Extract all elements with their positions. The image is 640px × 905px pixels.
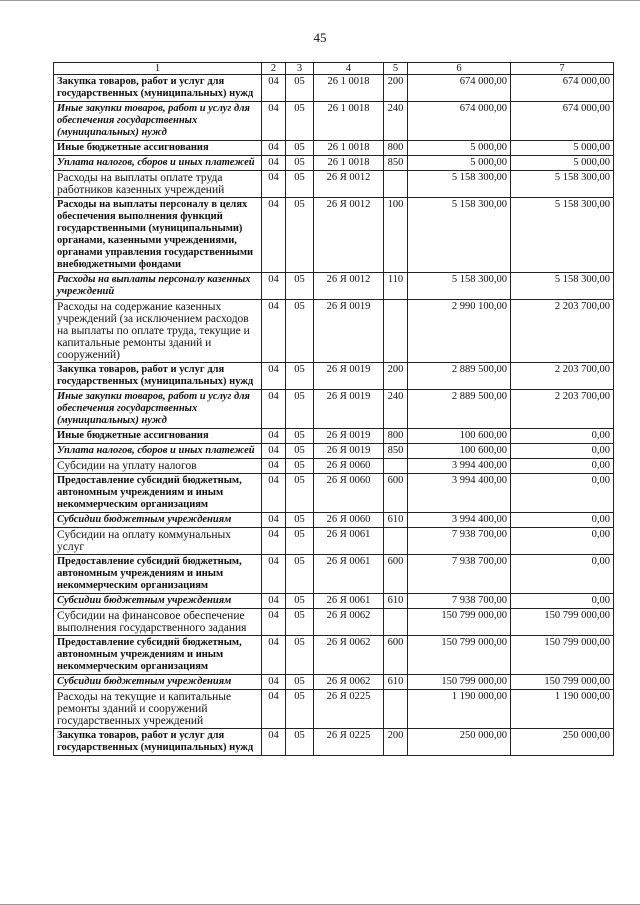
target-article-cell: 26 Я 0012 bbox=[314, 273, 384, 300]
expense-type-cell: 850 bbox=[384, 444, 408, 459]
amount-year2-cell: 2 203 700,00 bbox=[511, 300, 614, 363]
amount-year2-cell: 1 190 000,00 bbox=[511, 690, 614, 729]
expense-type-cell: 240 bbox=[384, 102, 408, 141]
header-cell: 2 bbox=[262, 63, 286, 75]
page-number: 45 bbox=[313, 30, 327, 45]
section-code-cell: 04 bbox=[262, 102, 286, 141]
expense-type-cell: 610 bbox=[384, 594, 408, 609]
amount-year1-cell: 5 000,00 bbox=[408, 156, 511, 171]
section-code-cell: 04 bbox=[262, 300, 286, 363]
amount-year1-cell: 5 000,00 bbox=[408, 141, 511, 156]
amount-year1-cell: 5 158 300,00 bbox=[408, 171, 511, 198]
subsection-code-cell: 05 bbox=[286, 444, 314, 459]
section-code-cell: 04 bbox=[262, 729, 286, 756]
amount-year1-cell: 7 938 700,00 bbox=[408, 555, 511, 594]
expense-name-cell: Иные закупки товаров, работ и услуг для обеспечения государственных (муниципальных) нужд bbox=[54, 390, 262, 429]
table-row bbox=[54, 171, 614, 198]
amount-year1-cell: 250 000,00 bbox=[408, 729, 511, 756]
expense-name-cell: Расходы на выплаты персоналу в целях обеспечения выполнения функций государственными (муниципальными) органами, казенными учреждениями, органами управления государственными внебюджетными фондами bbox=[54, 198, 262, 273]
header-cell: 5 bbox=[384, 63, 408, 75]
expense-name-cell: Расходы на выплаты оплате труда работников казенных учреждений bbox=[54, 171, 262, 198]
expense-type-cell bbox=[384, 459, 408, 474]
expense-name-cell: Субсидии на оплату коммунальных услуг bbox=[54, 528, 262, 555]
amount-year2-cell: 5 000,00 bbox=[511, 156, 614, 171]
target-article-cell: 26 Я 0019 bbox=[314, 444, 384, 459]
expense-type-cell: 850 bbox=[384, 156, 408, 171]
subsection-code-cell: 05 bbox=[286, 609, 314, 636]
header-cell: 4 bbox=[314, 63, 384, 75]
section-code-cell: 04 bbox=[262, 141, 286, 156]
subsection-code-cell: 05 bbox=[286, 273, 314, 300]
amount-year1-cell: 5 158 300,00 bbox=[408, 198, 511, 273]
expense-name-cell: Иные бюджетные ассигнования bbox=[54, 141, 262, 156]
expense-name-cell: Субсидии бюджетным учреждениям bbox=[54, 675, 262, 690]
table-row bbox=[54, 429, 614, 444]
expense-type-cell bbox=[384, 171, 408, 198]
amount-year1-cell: 2 889 500,00 bbox=[408, 390, 511, 429]
target-article-cell: 26 Я 0061 bbox=[314, 555, 384, 594]
table-row bbox=[54, 555, 614, 594]
expense-name-cell: Иные бюджетные ассигнования bbox=[54, 429, 262, 444]
target-article-cell: 26 1 0018 bbox=[314, 156, 384, 171]
expense-name-cell: Уплата налогов, сборов и иных платежей bbox=[54, 444, 262, 459]
amount-year2-cell: 150 799 000,00 bbox=[511, 675, 614, 690]
subsection-code-cell: 05 bbox=[286, 636, 314, 675]
amount-year2-cell: 5 158 300,00 bbox=[511, 273, 614, 300]
target-article-cell: 26 1 0018 bbox=[314, 75, 384, 102]
section-code-cell: 04 bbox=[262, 528, 286, 555]
target-article-cell: 26 Я 0062 bbox=[314, 636, 384, 675]
table-row bbox=[54, 609, 614, 636]
header-cell: 7 bbox=[511, 63, 614, 75]
section-code-cell: 04 bbox=[262, 675, 286, 690]
amount-year1-cell: 150 799 000,00 bbox=[408, 609, 511, 636]
section-code-cell: 04 bbox=[262, 156, 286, 171]
table-row bbox=[54, 729, 614, 756]
subsection-code-cell: 05 bbox=[286, 555, 314, 594]
amount-year2-cell: 0,00 bbox=[511, 459, 614, 474]
expense-type-cell: 600 bbox=[384, 474, 408, 513]
section-code-cell: 04 bbox=[262, 594, 286, 609]
expense-type-cell bbox=[384, 300, 408, 363]
expense-name-cell: Закупка товаров, работ и услуг для государственных (муниципальных) нужд bbox=[54, 729, 262, 756]
subsection-code-cell: 05 bbox=[286, 474, 314, 513]
amount-year1-cell: 674 000,00 bbox=[408, 75, 511, 102]
subsection-code-cell: 05 bbox=[286, 675, 314, 690]
target-article-cell: 26 Я 0019 bbox=[314, 363, 384, 390]
header-cell: 1 bbox=[54, 63, 262, 75]
table-row bbox=[54, 690, 614, 729]
subsection-code-cell: 05 bbox=[286, 594, 314, 609]
amount-year1-cell: 3 994 400,00 bbox=[408, 513, 511, 528]
target-article-cell: 26 1 0018 bbox=[314, 141, 384, 156]
table-row bbox=[54, 198, 614, 273]
target-article-cell: 26 Я 0012 bbox=[314, 198, 384, 273]
section-code-cell: 04 bbox=[262, 171, 286, 198]
amount-year2-cell: 674 000,00 bbox=[511, 75, 614, 102]
amount-year1-cell: 150 799 000,00 bbox=[408, 636, 511, 675]
target-article-cell: 26 Я 0061 bbox=[314, 594, 384, 609]
amount-year2-cell: 150 799 000,00 bbox=[511, 636, 614, 675]
expense-type-cell bbox=[384, 609, 408, 636]
expense-type-cell: 600 bbox=[384, 636, 408, 675]
target-article-cell: 26 Я 0060 bbox=[314, 513, 384, 528]
target-article-cell: 26 Я 0225 bbox=[314, 729, 384, 756]
amount-year2-cell: 5 158 300,00 bbox=[511, 171, 614, 198]
section-code-cell: 04 bbox=[262, 513, 286, 528]
amount-year2-cell: 2 203 700,00 bbox=[511, 390, 614, 429]
amount-year2-cell: 0,00 bbox=[511, 528, 614, 555]
table-row bbox=[54, 75, 614, 102]
expense-type-cell bbox=[384, 528, 408, 555]
amount-year1-cell: 3 994 400,00 bbox=[408, 459, 511, 474]
table-body bbox=[54, 63, 614, 756]
subsection-code-cell: 05 bbox=[286, 690, 314, 729]
amount-year2-cell: 250 000,00 bbox=[511, 729, 614, 756]
amount-year1-cell: 3 994 400,00 bbox=[408, 474, 511, 513]
scan-edge-line bbox=[0, 0, 640, 1]
expense-name-cell: Предоставление субсидий бюджетным, автономным учреждениям и иным некоммерческим организациям bbox=[54, 636, 262, 675]
section-code-cell: 04 bbox=[262, 198, 286, 273]
expense-name-cell: Закупка товаров, работ и услуг для государственных (муниципальных) нужд bbox=[54, 363, 262, 390]
amount-year1-cell: 674 000,00 bbox=[408, 102, 511, 141]
table-row bbox=[54, 390, 614, 429]
target-article-cell: 26 Я 0062 bbox=[314, 609, 384, 636]
table-row bbox=[54, 513, 614, 528]
table-row bbox=[54, 474, 614, 513]
section-code-cell: 04 bbox=[262, 690, 286, 729]
amount-year1-cell: 1 190 000,00 bbox=[408, 690, 511, 729]
expense-name-cell: Уплата налогов, сборов и иных платежей bbox=[54, 156, 262, 171]
amount-year1-cell: 5 158 300,00 bbox=[408, 273, 511, 300]
expense-type-cell: 800 bbox=[384, 141, 408, 156]
target-article-cell: 26 Я 0062 bbox=[314, 675, 384, 690]
amount-year1-cell: 7 938 700,00 bbox=[408, 528, 511, 555]
subsection-code-cell: 05 bbox=[286, 363, 314, 390]
amount-year2-cell: 0,00 bbox=[511, 444, 614, 459]
table-row bbox=[54, 300, 614, 363]
subsection-code-cell: 05 bbox=[286, 102, 314, 141]
table-row bbox=[54, 363, 614, 390]
target-article-cell: 26 Я 0060 bbox=[314, 474, 384, 513]
expense-type-cell: 610 bbox=[384, 675, 408, 690]
target-article-cell: 26 Я 0225 bbox=[314, 690, 384, 729]
expense-type-cell: 200 bbox=[384, 729, 408, 756]
subsection-code-cell: 05 bbox=[286, 390, 314, 429]
amount-year2-cell: 674 000,00 bbox=[511, 102, 614, 141]
subsection-code-cell: 05 bbox=[286, 459, 314, 474]
subsection-code-cell: 05 bbox=[286, 156, 314, 171]
expense-type-cell: 200 bbox=[384, 75, 408, 102]
section-code-cell: 04 bbox=[262, 474, 286, 513]
expense-name-cell: Расходы на содержание казенных учреждений (за исключением расходов на выплаты по оплате труда, текущие и капитальные ремонты зданий и сооружений) bbox=[54, 300, 262, 363]
amount-year2-cell: 0,00 bbox=[511, 555, 614, 594]
amount-year1-cell: 100 600,00 bbox=[408, 429, 511, 444]
expense-type-cell: 100 bbox=[384, 198, 408, 273]
amount-year1-cell: 100 600,00 bbox=[408, 444, 511, 459]
table-row bbox=[54, 444, 614, 459]
amount-year2-cell: 0,00 bbox=[511, 429, 614, 444]
expense-name-cell: Закупка товаров, работ и услуг для государственных (муниципальных) нужд bbox=[54, 75, 262, 102]
table-row bbox=[54, 102, 614, 141]
amount-year2-cell: 0,00 bbox=[511, 594, 614, 609]
expense-name-cell: Субсидии бюджетным учреждениям bbox=[54, 594, 262, 609]
amount-year1-cell: 2 990 100,00 bbox=[408, 300, 511, 363]
expense-type-cell: 610 bbox=[384, 513, 408, 528]
section-code-cell: 04 bbox=[262, 609, 286, 636]
amount-year2-cell: 150 799 000,00 bbox=[511, 609, 614, 636]
expense-type-cell: 800 bbox=[384, 429, 408, 444]
target-article-cell: 26 Я 0060 bbox=[314, 459, 384, 474]
expense-name-cell: Расходы на текущие и капитальные ремонты зданий и сооружений государственных учреждений bbox=[54, 690, 262, 729]
table-row bbox=[54, 156, 614, 171]
table-row bbox=[54, 594, 614, 609]
subsection-code-cell: 05 bbox=[286, 75, 314, 102]
table-row bbox=[54, 528, 614, 555]
section-code-cell: 04 bbox=[262, 444, 286, 459]
section-code-cell: 04 bbox=[262, 363, 286, 390]
target-article-cell: 26 Я 0061 bbox=[314, 528, 384, 555]
subsection-code-cell: 05 bbox=[286, 429, 314, 444]
subsection-code-cell: 05 bbox=[286, 198, 314, 273]
header-cell: 3 bbox=[286, 63, 314, 75]
amount-year2-cell: 2 203 700,00 bbox=[511, 363, 614, 390]
expense-type-cell bbox=[384, 690, 408, 729]
subsection-code-cell: 05 bbox=[286, 300, 314, 363]
section-code-cell: 04 bbox=[262, 273, 286, 300]
amount-year2-cell: 0,00 bbox=[511, 513, 614, 528]
target-article-cell: 26 1 0018 bbox=[314, 102, 384, 141]
subsection-code-cell: 05 bbox=[286, 513, 314, 528]
table-header-row bbox=[54, 63, 614, 75]
subsection-code-cell: 05 bbox=[286, 171, 314, 198]
table-row bbox=[54, 675, 614, 690]
section-code-cell: 04 bbox=[262, 636, 286, 675]
section-code-cell: 04 bbox=[262, 390, 286, 429]
section-code-cell: 04 bbox=[262, 555, 286, 594]
subsection-code-cell: 05 bbox=[286, 528, 314, 555]
subsection-code-cell: 05 bbox=[286, 141, 314, 156]
table-row bbox=[54, 459, 614, 474]
target-article-cell: 26 Я 0019 bbox=[314, 390, 384, 429]
target-article-cell: 26 Я 0012 bbox=[314, 171, 384, 198]
target-article-cell: 26 Я 0019 bbox=[314, 300, 384, 363]
table-row bbox=[54, 141, 614, 156]
budget-table bbox=[53, 62, 614, 756]
expense-type-cell: 600 bbox=[384, 555, 408, 594]
table-row bbox=[54, 273, 614, 300]
expense-type-cell: 200 bbox=[384, 363, 408, 390]
amount-year2-cell: 5 158 300,00 bbox=[511, 198, 614, 273]
amount-year1-cell: 2 889 500,00 bbox=[408, 363, 511, 390]
amount-year1-cell: 150 799 000,00 bbox=[408, 675, 511, 690]
section-code-cell: 04 bbox=[262, 459, 286, 474]
amount-year1-cell: 7 938 700,00 bbox=[408, 594, 511, 609]
header-cell: 6 bbox=[408, 63, 511, 75]
table-row bbox=[54, 636, 614, 675]
expense-name-cell: Предоставление субсидий бюджетным, автономным учреждениям и иным некоммерческим организациям bbox=[54, 474, 262, 513]
expense-name-cell: Субсидии на финансовое обеспечение выполнения государственного задания bbox=[54, 609, 262, 636]
expense-name-cell: Субсидии бюджетным учреждениям bbox=[54, 513, 262, 528]
expense-name-cell: Иные закупки товаров, работ и услуг для обеспечения государственных (муниципальных) нужд bbox=[54, 102, 262, 141]
amount-year2-cell: 0,00 bbox=[511, 474, 614, 513]
subsection-code-cell: 05 bbox=[286, 729, 314, 756]
expense-type-cell: 240 bbox=[384, 390, 408, 429]
section-code-cell: 04 bbox=[262, 429, 286, 444]
expense-name-cell: Субсидии на уплату налогов bbox=[54, 459, 262, 474]
target-article-cell: 26 Я 0019 bbox=[314, 429, 384, 444]
expense-name-cell: Расходы на выплаты персоналу казенных учреждений bbox=[54, 273, 262, 300]
expense-type-cell: 110 bbox=[384, 273, 408, 300]
amount-year2-cell: 5 000,00 bbox=[511, 141, 614, 156]
section-code-cell: 04 bbox=[262, 75, 286, 102]
expense-name-cell: Предоставление субсидий бюджетным, автономным учреждениям и иным некоммерческим организациям bbox=[54, 555, 262, 594]
